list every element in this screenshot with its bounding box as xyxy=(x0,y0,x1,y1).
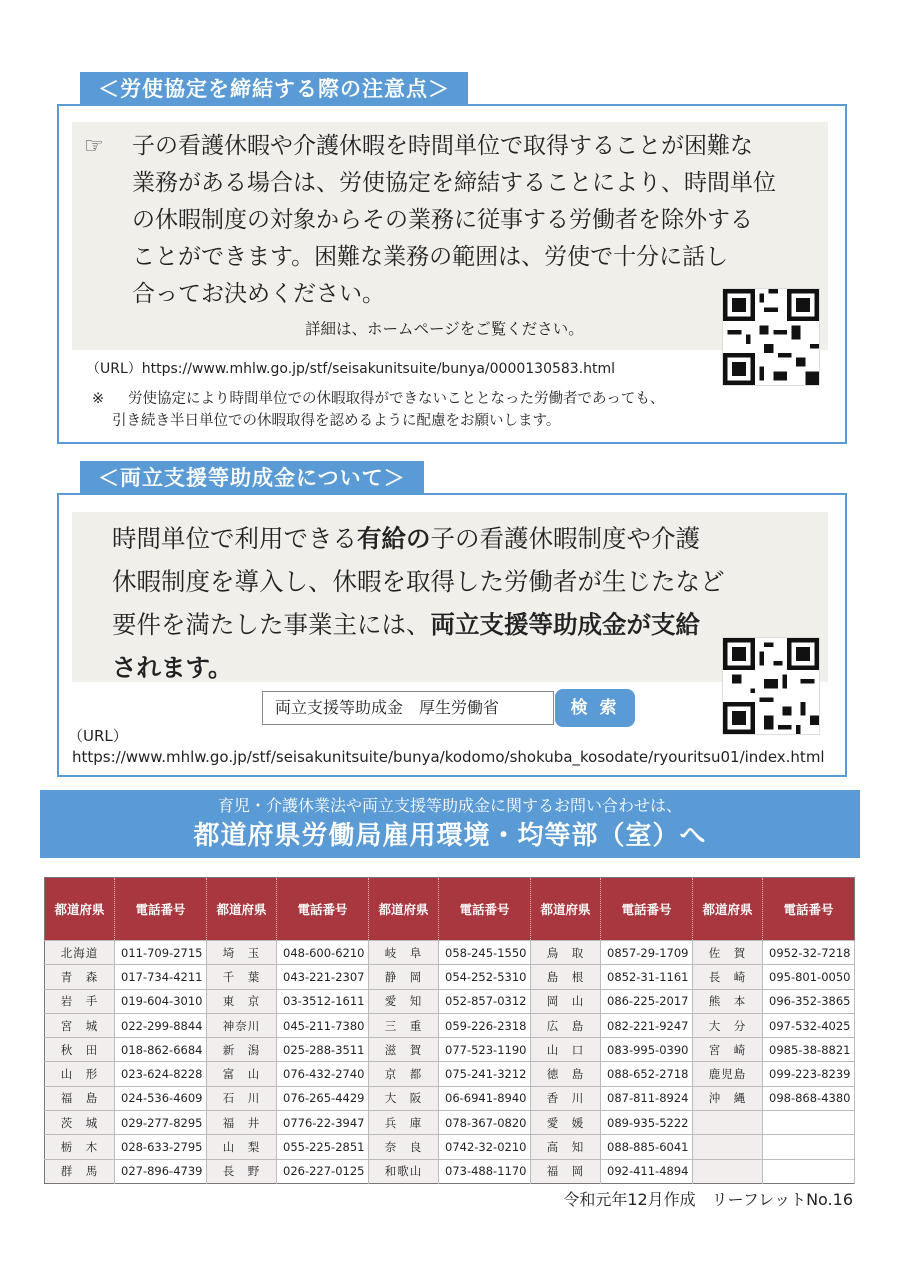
phone-cell: 045-211-7380 xyxy=(277,1013,369,1037)
subsidy-text: 時間単位で利用できる xyxy=(112,524,357,553)
phone-cell: 025-288-3511 xyxy=(277,1038,369,1062)
prefecture-cell: 沖 縄 xyxy=(693,1086,763,1110)
phone-cell: 083-995-0390 xyxy=(601,1038,693,1062)
prefecture-cell: 愛 知 xyxy=(369,989,439,1013)
subsidy-bold: されます。 xyxy=(112,653,233,682)
prefecture-table xyxy=(44,877,855,1184)
prefecture-cell: 長 崎 xyxy=(693,965,763,989)
prefecture-cell: 鹿児島 xyxy=(693,1062,763,1086)
prefecture-cell: 青 森 xyxy=(45,965,115,989)
table-row xyxy=(45,1013,855,1037)
table-row xyxy=(45,1135,855,1159)
phone-cell: 022-299-8844 xyxy=(115,1013,207,1037)
prefecture-cell: 茨 城 xyxy=(45,1111,115,1135)
prefecture-cell: 三 重 xyxy=(369,1013,439,1037)
header-prefecture: 都道府県 xyxy=(207,878,277,941)
phone-cell: 082-221-9247 xyxy=(601,1013,693,1037)
phone-cell: 097-532-4025 xyxy=(763,1013,855,1037)
prefecture-cell: 山 梨 xyxy=(207,1135,277,1159)
phone-cell: 092-411-4894 xyxy=(601,1159,693,1183)
prefecture-cell: 佐 賀 xyxy=(693,941,763,965)
prefecture-cell: 福 井 xyxy=(207,1111,277,1135)
phone-cell xyxy=(763,1135,855,1159)
prefecture-cell: 奈 良 xyxy=(369,1135,439,1159)
header-phone: 電話番号 xyxy=(115,878,207,941)
note-line-2: 引き続き半日単位での休暇取得を認めるように配慮をお願いします。 xyxy=(112,413,561,429)
subsidy-bold: 両立支援等助成金が支給 xyxy=(430,610,700,639)
header-prefecture: 都道府県 xyxy=(45,878,115,941)
phone-cell: 018-862-6684 xyxy=(115,1038,207,1062)
prefecture-cell: 秋 田 xyxy=(45,1038,115,1062)
notice-url[interactable]: （URL）https://www.mhlw.go.jp/stf/seisakunitsuite/bunya/0000130583.html xyxy=(86,361,616,377)
prefecture-cell: 兵 庫 xyxy=(369,1111,439,1135)
phone-cell: 076-265-4429 xyxy=(277,1086,369,1110)
phone-cell: 054-252-5310 xyxy=(439,965,531,989)
prefecture-cell: 熊 本 xyxy=(693,989,763,1013)
prefecture-cell: 埼 玉 xyxy=(207,941,277,965)
subsidy-text: 子の看護休暇制度や介護 xyxy=(430,524,700,553)
phone-cell: 096-352-3865 xyxy=(763,989,855,1013)
prefecture-cell xyxy=(693,1111,763,1135)
phone-cell: 0852-31-1161 xyxy=(601,965,693,989)
prefecture-cell xyxy=(693,1135,763,1159)
phone-cell: 048-600-6210 xyxy=(277,941,369,965)
phone-cell xyxy=(763,1159,855,1183)
phone-cell: 058-245-1550 xyxy=(439,941,531,965)
subsidy-text: 休暇制度を導入し、休暇を取得した労働者が生じたなど xyxy=(112,567,725,596)
phone-cell: 075-241-3212 xyxy=(439,1062,531,1086)
prefecture-cell xyxy=(693,1159,763,1183)
pointing-hand-icon: ☞ xyxy=(84,134,104,159)
prefecture-cell: 福 岡 xyxy=(531,1159,601,1183)
prefecture-cell: 大 阪 xyxy=(369,1086,439,1110)
prefecture-cell: 鳥 取 xyxy=(531,941,601,965)
phone-cell: 073-488-1170 xyxy=(439,1159,531,1183)
prefecture-cell: 静 岡 xyxy=(369,965,439,989)
phone-cell: 052-857-0312 xyxy=(439,989,531,1013)
prefecture-cell: 長 野 xyxy=(207,1159,277,1183)
qr-code-icon xyxy=(722,288,820,386)
prefecture-cell: 宮 崎 xyxy=(693,1038,763,1062)
phone-cell: 0776-22-3947 xyxy=(277,1111,369,1135)
note-line-1: 労使協定により時間単位での休暇取得ができないこととなった労働者であっても、 xyxy=(128,391,665,407)
header-phone: 電話番号 xyxy=(277,878,369,941)
note-mark: ※ xyxy=(92,391,105,407)
phone-cell: 0857-29-1709 xyxy=(601,941,693,965)
header-phone: 電話番号 xyxy=(763,878,855,941)
url-label: （URL） xyxy=(68,727,128,745)
prefecture-cell: 神奈川 xyxy=(207,1013,277,1037)
subsidy-text: 要件を満たした事業主には、 xyxy=(112,610,431,639)
phone-cell: 027-896-4739 xyxy=(115,1159,207,1183)
table-row xyxy=(45,1159,855,1183)
phone-cell: 017-734-4211 xyxy=(115,965,207,989)
phone-cell xyxy=(763,1111,855,1135)
notice-body xyxy=(132,128,776,313)
prefecture-cell: 高 知 xyxy=(531,1135,601,1159)
search-input[interactable]: 両立支援等助成金 厚生労働省 xyxy=(262,691,554,725)
footer-note: 令和元年12月作成 リーフレットNo.16 xyxy=(563,1190,853,1209)
table-row xyxy=(45,941,855,965)
prefecture-cell: 愛 媛 xyxy=(531,1111,601,1135)
prefecture-cell: 香 川 xyxy=(531,1086,601,1110)
banner-line1: 育児・介護休業法や両立支援等助成金に関するお問い合わせは、 xyxy=(217,796,682,815)
prefecture-cell: 群 馬 xyxy=(45,1159,115,1183)
phone-cell: 088-885-6041 xyxy=(601,1135,693,1159)
subsidy-url[interactable]: https://www.mhlw.go.jp/stf/seisakunitsuite/bunya/kodomo/shokuba_kosodate/ryouritsu01/index.html xyxy=(72,748,825,766)
phone-cell: 023-624-8228 xyxy=(115,1062,207,1086)
subsidy-bold: 有給の xyxy=(357,524,431,553)
prefecture-cell: 岡 山 xyxy=(531,989,601,1013)
phone-cell: 019-604-3010 xyxy=(115,989,207,1013)
prefecture-cell: 島 根 xyxy=(531,965,601,989)
header-phone: 電話番号 xyxy=(439,878,531,941)
contact-banner xyxy=(40,790,860,858)
table-row xyxy=(45,1086,855,1110)
phone-cell: 011-709-2715 xyxy=(115,941,207,965)
prefecture-cell: 栃 木 xyxy=(45,1135,115,1159)
subsidy-body xyxy=(112,517,725,689)
prefecture-cell: 新 潟 xyxy=(207,1038,277,1062)
prefecture-cell: 山 口 xyxy=(531,1038,601,1062)
prefecture-cell: 北海道 xyxy=(45,941,115,965)
qr-code-icon xyxy=(722,637,820,735)
section2-title: ＜両立支援等助成金について＞ xyxy=(80,461,424,495)
detail-text: 詳細は、ホームページをご覧ください。 xyxy=(305,320,584,338)
phone-cell: 087-811-8924 xyxy=(601,1086,693,1110)
header-prefecture: 都道府県 xyxy=(693,878,763,941)
phone-cell: 026-227-0125 xyxy=(277,1159,369,1183)
phone-cell: 098-868-4380 xyxy=(763,1086,855,1110)
prefecture-cell: 岩 手 xyxy=(45,989,115,1013)
prefecture-cell: 京 都 xyxy=(369,1062,439,1086)
notice-line: ことができます。困難な業務の範囲は、労使で十分に話し xyxy=(132,244,729,270)
phone-cell: 089-935-5222 xyxy=(601,1111,693,1135)
prefecture-cell: 岐 阜 xyxy=(369,941,439,965)
prefecture-cell: 大 分 xyxy=(693,1013,763,1037)
prefecture-cell: 富 山 xyxy=(207,1062,277,1086)
phone-cell: 099-223-8239 xyxy=(763,1062,855,1086)
phone-cell: 095-801-0050 xyxy=(763,965,855,989)
phone-cell: 0985-38-8821 xyxy=(763,1038,855,1062)
prefecture-cell: 和歌山 xyxy=(369,1159,439,1183)
phone-cell: 0952-32-7218 xyxy=(763,941,855,965)
phone-cell: 076-432-2740 xyxy=(277,1062,369,1086)
phone-cell: 059-226-2318 xyxy=(439,1013,531,1037)
header-phone: 電話番号 xyxy=(601,878,693,941)
phone-cell: 086-225-2017 xyxy=(601,989,693,1013)
phone-cell: 078-367-0820 xyxy=(439,1111,531,1135)
prefecture-cell: 徳 島 xyxy=(531,1062,601,1086)
notice-line: 合ってお決めください。 xyxy=(132,281,385,307)
prefecture-cell: 滋 賀 xyxy=(369,1038,439,1062)
search-button[interactable]: 検 索 xyxy=(555,689,635,727)
phone-cell: 028-633-2795 xyxy=(115,1135,207,1159)
phone-cell: 03-3512-1611 xyxy=(277,989,369,1013)
notice-line: の休暇制度の対象からその業務に従事する労働者を除外する xyxy=(132,207,753,233)
phone-cell: 077-523-1190 xyxy=(439,1038,531,1062)
prefecture-cell: 宮 城 xyxy=(45,1013,115,1037)
table-row xyxy=(45,965,855,989)
table-row xyxy=(45,1062,855,1086)
table-row xyxy=(45,1111,855,1135)
phone-cell: 029-277-8295 xyxy=(115,1111,207,1135)
banner-line2: 都道府県労働局雇用環境・均等部（室）へ xyxy=(193,821,707,851)
prefecture-cell: 東 京 xyxy=(207,989,277,1013)
header-prefecture: 都道府県 xyxy=(531,878,601,941)
prefecture-cell: 広 島 xyxy=(531,1013,601,1037)
prefecture-cell: 山 形 xyxy=(45,1062,115,1086)
notice-line: 業務がある場合は、労使協定を締結することにより、時間単位 xyxy=(132,170,776,196)
section1-title: ＜労使協定を締結する際の注意点＞ xyxy=(80,72,468,106)
header-prefecture: 都道府県 xyxy=(369,878,439,941)
prefecture-cell: 福 島 xyxy=(45,1086,115,1110)
phone-cell: 0742-32-0210 xyxy=(439,1135,531,1159)
table-row xyxy=(45,1038,855,1062)
phone-cell: 055-225-2851 xyxy=(277,1135,369,1159)
notice-line: 子の看護休暇や介護休暇を時間単位で取得することが困難な xyxy=(132,133,753,159)
table-row xyxy=(45,989,855,1013)
phone-cell: 024-536-4609 xyxy=(115,1086,207,1110)
prefecture-cell: 石 川 xyxy=(207,1086,277,1110)
phone-cell: 088-652-2718 xyxy=(601,1062,693,1086)
prefecture-cell: 千 葉 xyxy=(207,965,277,989)
phone-cell: 06-6941-8940 xyxy=(439,1086,531,1110)
phone-cell: 043-221-2307 xyxy=(277,965,369,989)
